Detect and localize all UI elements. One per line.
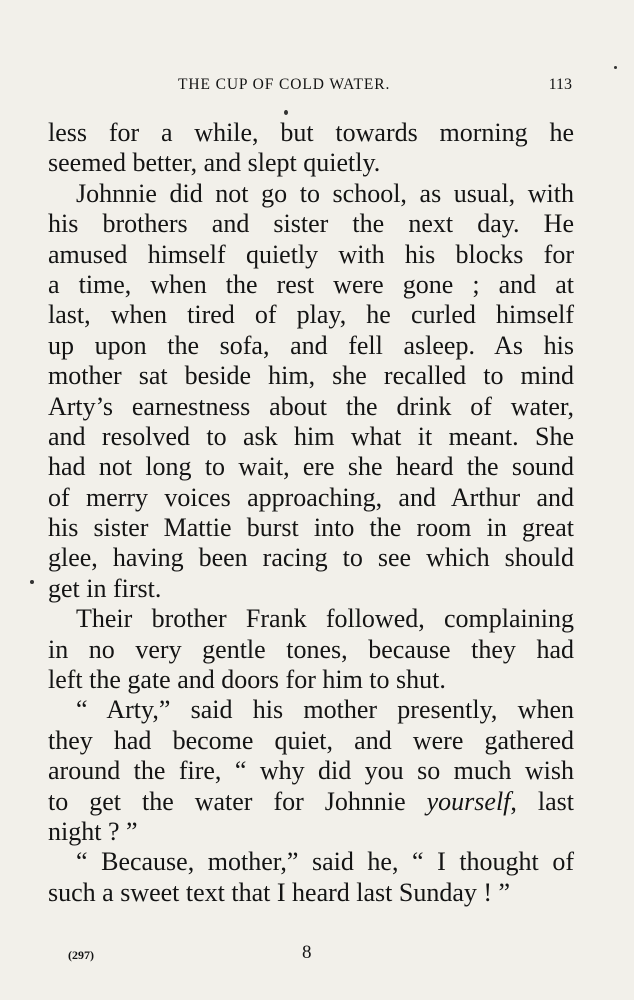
text-line: less for a while, but towards morning he	[48, 118, 574, 147]
text-line: “ Arty,” said his mother presently, when	[76, 695, 574, 725]
text-line: seemed better, and slept quietly.	[48, 148, 381, 178]
text-line: “ Because, mother,” said he, “ I thought of	[76, 847, 574, 877]
paragraph	[48, 179, 574, 604]
text-line: amused himself quietly with his blocks for	[48, 239, 574, 269]
paragraph	[48, 118, 574, 179]
page-footer	[48, 942, 574, 972]
text-line: such a sweet text that I heard last Sunday ! ”	[48, 877, 511, 907]
text-line: his brothers and sister the next day. He	[48, 209, 574, 239]
text-line: up upon the sofa, and fell asleep. As his	[48, 330, 574, 360]
text-line: in no very gentle tones, because they had	[48, 634, 574, 664]
text-line: his sister Mattie burst into the room in great	[48, 513, 574, 543]
text-line: around the fire, “ why did you so much wish	[48, 756, 574, 786]
text-line: and resolved to ask him what it meant. She	[48, 421, 574, 451]
text-line: night ? ”	[48, 816, 138, 846]
text-line: they had become quiet, and were gathered	[48, 725, 574, 755]
text-line: get in first.	[48, 573, 162, 603]
page-number: 113	[548, 76, 572, 93]
text-line: had not long to wait, ere she heard the sound	[48, 452, 574, 482]
text-line: glee, having been racing to see which should	[48, 543, 574, 573]
body-text	[48, 118, 574, 908]
paragraph	[48, 695, 574, 847]
paragraph	[48, 847, 574, 908]
text-line: to get the water for Johnnie yourself, last	[48, 786, 575, 816]
running-title: THE CUP OF COLD WATER.	[178, 76, 391, 93]
paragraph	[48, 604, 574, 695]
printer-signature: (297)	[68, 948, 94, 962]
text-line: mother sat beside him, she recalled to mind	[48, 361, 574, 391]
text-line: a time, when the rest were gone ; and at	[48, 269, 574, 299]
text-line: of merry voices approaching, and Arthur and	[48, 482, 574, 512]
text-line: Johnnie did not go to school, as usual, with	[76, 178, 574, 208]
sheet-number: 8	[302, 942, 312, 963]
running-header	[48, 76, 572, 100]
text-line: Arty’s earnestness about the drink of water,	[48, 391, 574, 421]
text-line: Their brother Frank followed, complaining	[76, 604, 574, 634]
text-line: last, when tired of play, he curled himself	[48, 300, 574, 330]
text-line: left the gate and doors for him to shut.	[48, 665, 446, 695]
